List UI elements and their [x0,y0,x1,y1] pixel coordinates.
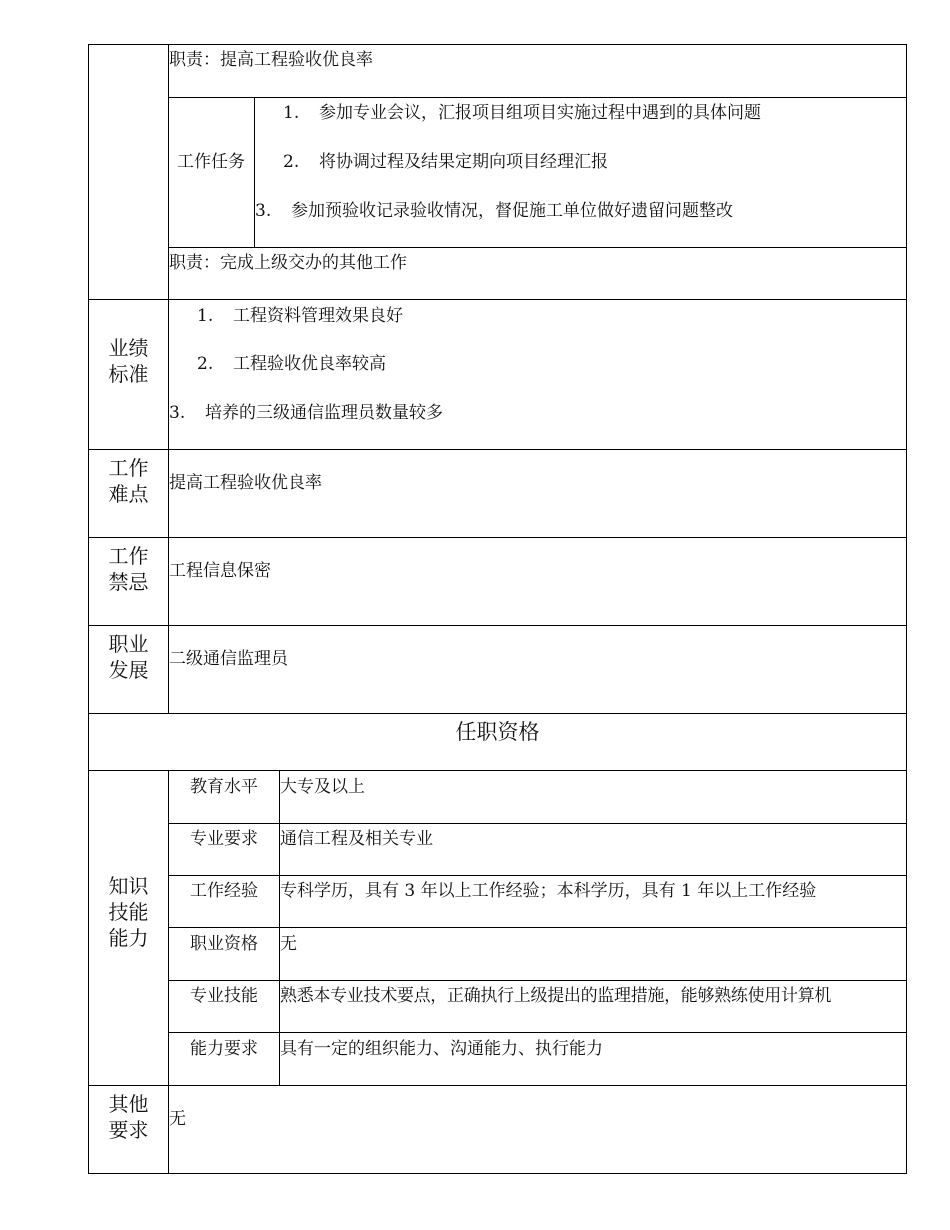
table-border-bottom [88,1173,907,1174]
qualification-section-title: 任职资格 [455,720,540,744]
qualification-row-label: 职业资格 [190,934,258,954]
qualification-row-value: 无 [280,934,297,954]
performance-item [169,403,443,423]
performance-text: 培养的三级通信监理员数量较多 [205,403,443,423]
qualification-row-label: 专业技能 [190,986,258,1006]
other-value: 无 [169,1109,186,1129]
qualification-row-label: 专业要求 [190,829,258,849]
table-border-left [88,44,89,1174]
performance-item [197,306,403,326]
row-divider [168,247,907,248]
table-border-right [906,44,907,1174]
difficulty-label: 工作 难点 [108,456,149,506]
row-divider [88,713,907,714]
task-item [255,201,733,221]
task-label: 工作任务 [177,152,245,172]
qualification-row-value: 熟悉本专业技术要点，正确执行上级提出的监理措施，能够熟练使用计算机 [280,986,832,1006]
qualification-row-value: 专科学历，具有 3 年以上工作经验；本科学历，具有 1 年以上工作经验 [280,881,817,901]
task-number: 3. [255,201,272,221]
performance-number: 3. [169,403,186,423]
task-label-divider [254,97,255,248]
task-item [283,152,608,172]
row-divider [168,97,907,98]
duty-title: 职责：完成上级交办的其他工作 [169,253,407,273]
row-divider [88,1085,907,1086]
table-border-top [88,44,907,45]
row-divider [88,537,907,538]
task-number: 2. [283,152,300,172]
row-divider [88,299,907,300]
qualification-row-label: 教育水平 [190,777,258,797]
task-text: 参加专业会议，汇报项目组项目实施过程中遇到的具体问题 [319,103,761,123]
label-column-divider [168,44,169,714]
row-divider [88,625,907,626]
row-divider [88,770,907,771]
career-value: 二级通信监理员 [169,649,288,669]
task-text: 参加预验收记录验收情况，督促施工单位做好遗留问题整改 [291,201,733,221]
row-divider [88,449,907,450]
career-label: 职业 发展 [108,632,149,682]
performance-item [197,354,386,374]
performance-label: 业绩 标准 [108,336,149,386]
performance-number: 2. [197,354,214,374]
duty-title: 职责：提高工程验收优良率 [169,50,373,70]
task-number: 1. [283,103,300,123]
qualification-label: 知识 技能 能力 [108,874,149,950]
qualification-row-label: 能力要求 [190,1039,258,1059]
difficulty-value: 提高工程验收优良率 [169,473,322,493]
qualification-row-label: 工作经验 [190,881,258,901]
performance-text: 工程验收优良率较高 [233,354,386,374]
qualification-row-value: 大专及以上 [280,777,365,797]
task-item [283,103,761,123]
taboo-label: 工作 禁忌 [108,544,149,594]
taboo-value: 工程信息保密 [169,561,271,581]
performance-number: 1. [197,306,214,326]
task-text: 将协调过程及结果定期向项目经理汇报 [319,152,608,172]
qualification-row-value: 通信工程及相关专业 [280,829,433,849]
other-label: 其他 要求 [108,1092,149,1142]
performance-text: 工程资料管理效果良好 [233,306,403,326]
qualification-row-value: 具有一定的组织能力、沟通能力、执行能力 [280,1039,603,1059]
